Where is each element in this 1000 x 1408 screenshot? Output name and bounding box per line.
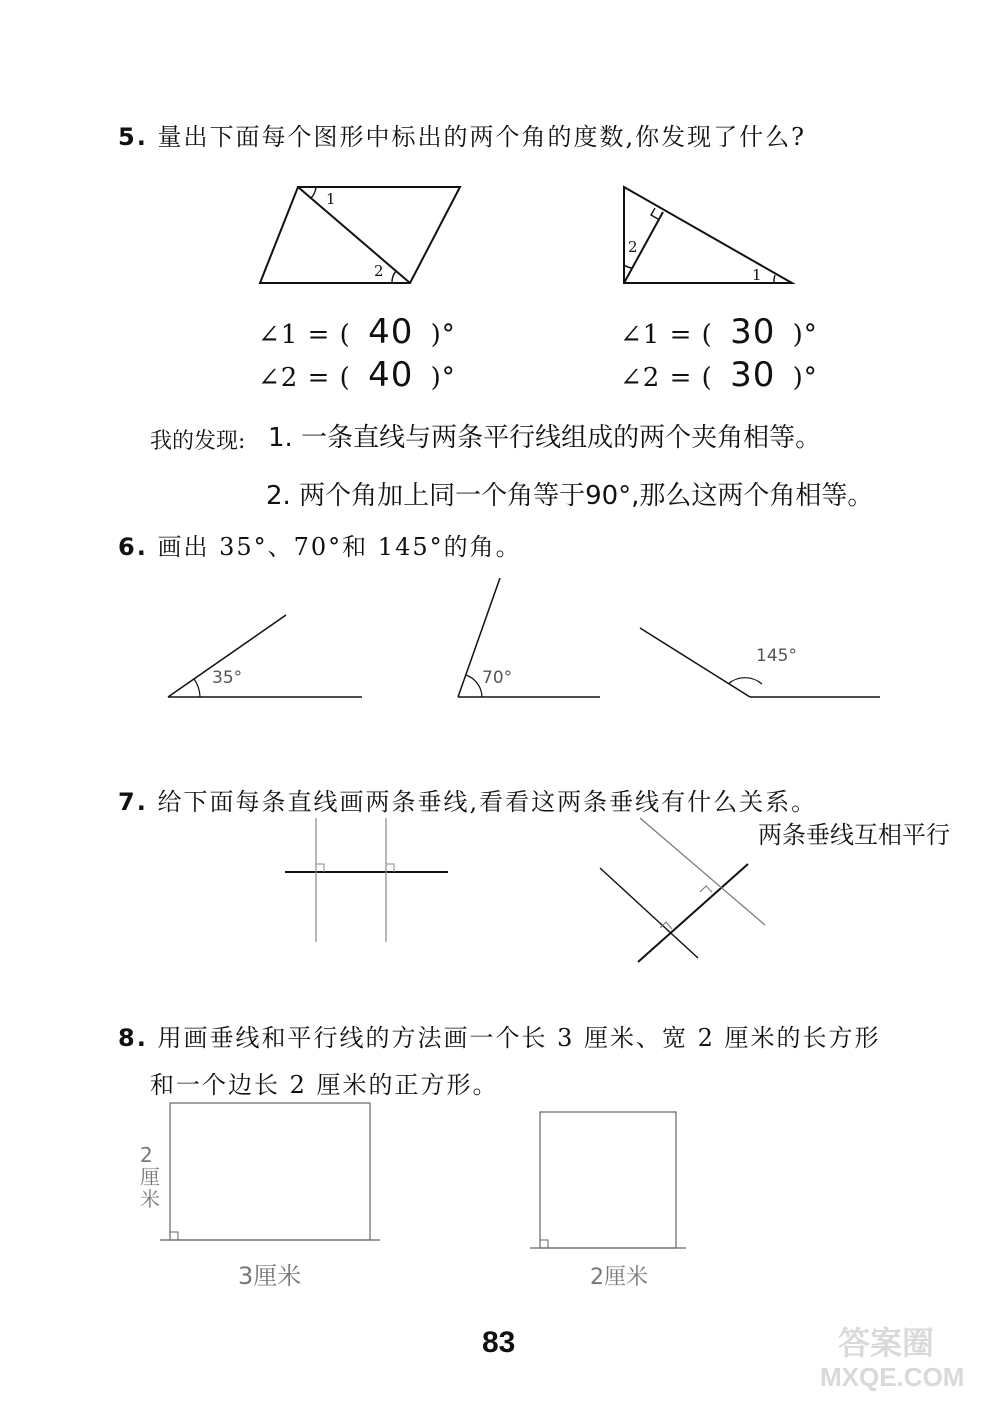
q5-fig1-answer-row2	[258, 355, 456, 395]
q5-parallelogram-diagonal	[298, 187, 410, 283]
q5-parallelogram	[260, 187, 460, 283]
watermark-url: MXQE.COM	[820, 1362, 965, 1392]
q8-number: 8.	[118, 1024, 148, 1052]
q5-fig1-angle1-value: 40	[368, 312, 414, 352]
q5-text: 量出下面每个图形中标出的两个角的度数,你发现了什么?	[157, 123, 806, 151]
q8-text-line2: 和一个边长 2 厘米的正方形。	[150, 1071, 499, 1099]
q8-rect-right-angle-mark	[170, 1232, 178, 1240]
q7-right-angle-mark-1	[316, 864, 324, 872]
q5-fig2-row1-suffix: )°	[792, 320, 818, 350]
page-number: 83	[482, 1326, 516, 1359]
q5-right-angle-mark	[651, 208, 658, 219]
q5-fig2-row2-suffix: )°	[792, 363, 818, 393]
q5-fig2-row2-prefix: ∠2 = (	[620, 363, 713, 393]
q5-discovery-1: 1. 一条直线与两条平行线组成的两个夹角相等。	[268, 423, 822, 453]
q5-fig1-angle1-label: 1	[326, 190, 336, 208]
q7-oblique-perpendicular-2	[640, 818, 765, 925]
q6-number: 6.	[118, 533, 148, 561]
q7-right-angle-mark-2	[386, 864, 394, 872]
q5-fig1-angle2-value: 40	[368, 355, 414, 395]
q7-oblique-perpendicular-1	[600, 868, 698, 958]
q5-fig2-row1-prefix: ∠1 = (	[620, 320, 713, 350]
q6-angle145-ray	[640, 628, 750, 697]
q5-fig2-answer-row2	[620, 355, 818, 395]
q5-fig1-row1-suffix: )°	[430, 320, 456, 350]
q5-fig1-answer-row1	[258, 312, 456, 352]
q5-right-triangle	[624, 187, 792, 283]
q6-angle35-arc	[194, 679, 200, 697]
q5-discovery-2: 2. 两个角加上同一个角等于90°,那么这两个角相等。	[266, 481, 874, 511]
q6-angle35-label: 35°	[212, 668, 243, 688]
q8-rect-height-label: 2厘米	[140, 1143, 160, 1211]
q5-tri-angle1-arc	[774, 275, 775, 283]
q8-rect-width-label: 3厘米	[238, 1262, 302, 1290]
q5-fig2-angle1-label: 1	[752, 266, 762, 284]
q7-prompt	[118, 782, 817, 817]
q5-discovery-label: 我的发现:	[150, 429, 246, 454]
q6-prompt	[118, 527, 522, 562]
q5-fig2-angle2-value: 30	[730, 355, 776, 395]
q7-number: 7.	[118, 788, 148, 816]
q6-angle145-label: 145°	[756, 646, 797, 666]
q8-prompt-line1	[118, 1018, 881, 1053]
q8-square-label: 2厘米	[590, 1265, 648, 1290]
watermark-logo: 答案圈	[838, 1325, 935, 1361]
q5-fig2-angle1-value: 30	[730, 312, 776, 352]
q6-angle70-label: 70°	[482, 668, 513, 688]
q5-number: 5.	[118, 123, 148, 151]
q5-fig1-row2-suffix: )°	[430, 363, 456, 393]
q7-answer: 两条垂线互相平行	[758, 821, 950, 849]
q7-right-angle-mark-4	[700, 886, 712, 892]
q5-tri-angle2-arc	[624, 265, 632, 268]
q5-fig2-angle2-label: 2	[628, 238, 638, 256]
q8-rectangle	[170, 1103, 370, 1240]
q5-fig1-row1-prefix: ∠1 = (	[258, 320, 351, 350]
q6-angle145-arc	[728, 678, 762, 684]
q5-angle2-arc	[392, 271, 396, 283]
q6-text: 画出 35°、70°和 145°的角。	[157, 533, 522, 561]
q8-text-line1: 用画垂线和平行线的方法画一个长 3 厘米、宽 2 厘米的长方形	[157, 1024, 881, 1052]
q5-fig1-row2-prefix: ∠2 = (	[258, 363, 351, 393]
q8-square	[540, 1112, 676, 1248]
q5-fig2-answer-row1	[620, 312, 818, 352]
q6-angle70-arc	[466, 675, 482, 697]
q5-angle1-arc	[311, 187, 316, 198]
q7-oblique-line	[638, 864, 748, 962]
q5-fig1-angle2-label: 2	[374, 262, 384, 280]
q8-square-right-angle-mark	[540, 1240, 548, 1248]
q7-text: 给下面每条直线画两条垂线,看看这两条垂线有什么关系。	[157, 788, 818, 816]
